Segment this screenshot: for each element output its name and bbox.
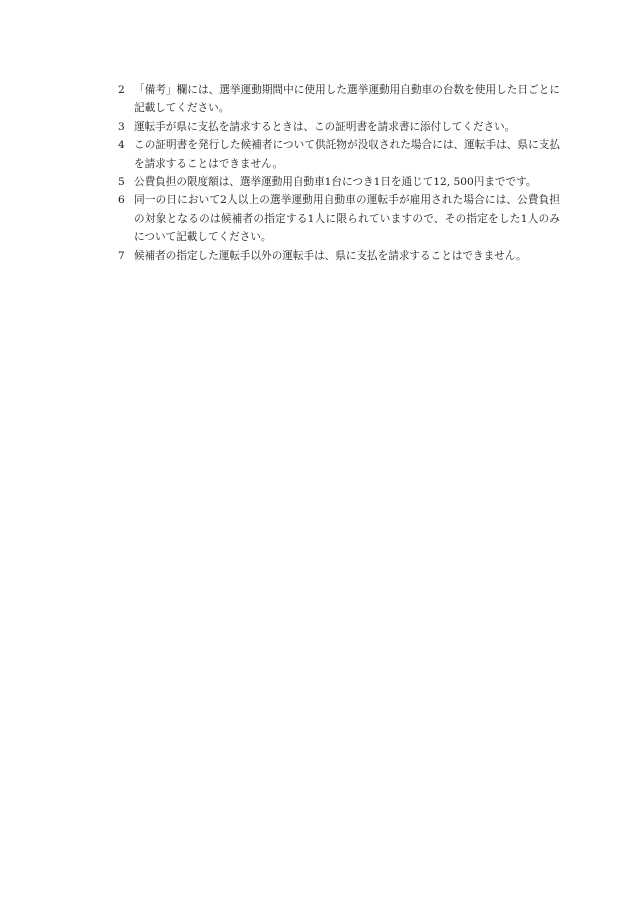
note-text: 「備考」欄には、選挙運動期間中に使用した選挙運動用自動車の台数を使用した日ごとに記載してください。 [134, 84, 560, 115]
note-number: 5 [118, 176, 125, 189]
note-item-6 [118, 191, 560, 246]
note-text: 運転手が県に支払を請求するときは、この証明書を請求書に添付してください。 [134, 120, 516, 133]
note-item-2 [118, 81, 560, 118]
note-number: 2 [118, 84, 125, 96]
note-item-7 [118, 247, 560, 265]
note-text: この証明書を発行した候補者について供託物が没収された場合には、運転手は、県に支払を請求することはできません。 [134, 139, 560, 170]
note-item-4 [118, 136, 560, 173]
note-number: 3 [118, 120, 125, 133]
note-item-5 [118, 173, 560, 191]
notes-list [118, 81, 560, 265]
note-number: 7 [118, 249, 125, 262]
note-text: 候補者の指定した運転手以外の運転手は、県に支払を請求することはできません。 [134, 249, 527, 262]
note-text: 公費負担の限度額は、選挙運動用自動車1台につき1日を通じて12, 500円までです。 [134, 176, 537, 189]
note-item-3 [118, 118, 560, 136]
note-text: 同一の日において2人以上の選挙運動用自動車の運転手が雇用された場合には、公費負担の対象となるのは候補者の指定する1人に限られていますので、その指定をした1人のみについて記載してください。 [134, 194, 560, 244]
note-number: 6 [118, 194, 125, 207]
note-number: 4 [118, 139, 125, 152]
